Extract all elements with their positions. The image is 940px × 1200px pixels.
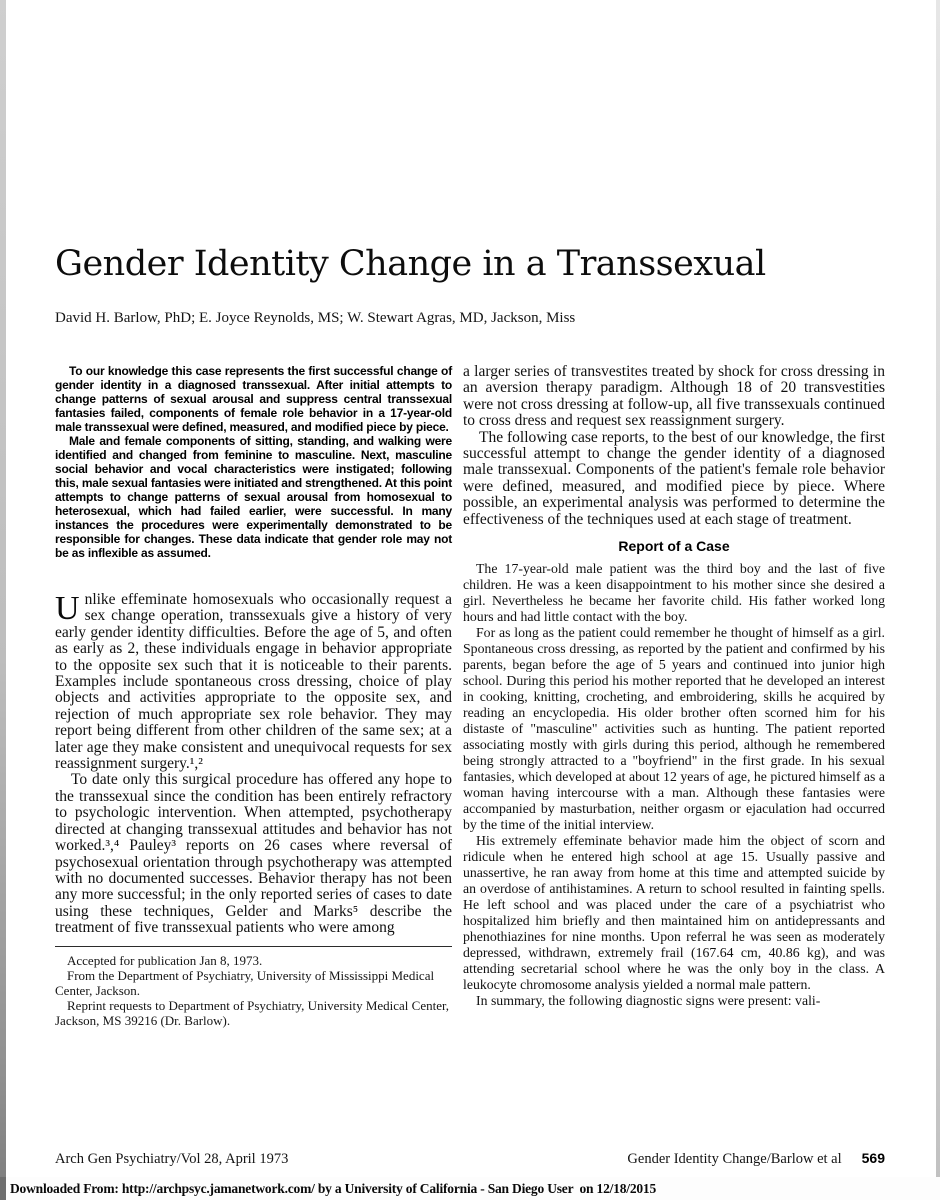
intro-paragraph-1-text: nlike effeminate homosexuals who occasionally request a sex change operation, transsexuals give a history of very early gender identity difficulties. Before the age of 5, and often as early as 2, these individuals engage in behavior appropriate to the opposite sex such that it is noticeable to their parents. Examples include spontaneous cross dressing, choice of play objects and activities appropriate to the opposite sex, and rejection of much appropriate sex role behavior. They may report being different from other children of the same sex; at a later age they make consistent and unequivocal requests for sex reassignment surgery.¹,² — [55, 591, 452, 773]
scan-corner-mark — [0, 1177, 6, 1200]
case-paragraph-4: In summary, the following diagnostic signs were present: vali- — [476, 993, 821, 1009]
article-header — [55, 244, 885, 327]
intro-paragraph-3: The following case reports, to the best of our knowledge, the first successful attempt to change the gender identity of a diagnosed male transsexual. Components of the patient's female role behavior were defined, measured, and modified piece by piece. Where possible, an experimental analysis was performed to determine the effectiveness of the techniques used at each stage of treatment. — [463, 428, 885, 528]
download-banner — [0, 1177, 940, 1200]
page-footer — [55, 1150, 885, 1168]
article-byline: David H. Barlow, PhD; E. Joyce Reynolds, MS; W. Stewart Agras, MD, Jackson, Miss — [55, 310, 576, 326]
case-paragraph-1: The 17-year-old male patient was the third boy and the last of five children. He was a keen disappointment to his mother since she desired a girl. Nevertheless he became her favorite child. His father worked long hours and had little contact with the boy. — [463, 561, 885, 625]
scan-edge-right — [936, 0, 940, 1200]
download-banner-text: Downloaded From: http://archpsyc.jamanetwork.com/ by a University of California - San Diego User on 12/18/2015 — [10, 1180, 657, 1196]
footnote-accepted: Accepted for publication Jan 8, 1973. — [67, 952, 263, 968]
drop-cap: U — [55, 590, 80, 627]
footnote-affiliation: From the Department of Psychiatry, University of Mississippi Medical Center, Jackson. — [55, 967, 435, 998]
abstract — [55, 364, 452, 560]
scan-edge-left — [0, 0, 6, 1200]
intro-paragraph-2: To date only this surgical procedure has offered any hope to the transsexual since the condition has been entirely refractory to psychologic intervention. When attempted, psychotherapy directed at changing transsexual attitudes and behavior has not worked.³,⁴ Pauley³ reports on 26 cases where reversal of psychosexual orientation through psychotherapy was attempted with no documented successes. Behavior therapy has not been any more successful; in the only reported series of cases to date using these techniques, Gelder and Marks⁵ describe the treatment of five transsexual patients who were among — [55, 771, 452, 937]
case-paragraph-2: For as long as the patient could remember he thought of himself as a girl. Spontaneous cross dressing, as reported by the patient and confirmed by his parents, began before the age of 5 years and continued into junior high school. During this period his mother reported that he developed an interest in cooking, knitting, crocheting, and embroidering, skills he acquired by reading an encyclopedia. His older brother often scorned him for his distaste of "masculine" activities such as hunting. The patient reported associating mostly with girls during this period, although he remembered being strongly attracted to a "boyfriend" in the first grade. In his sexual fantasies, which developed at about 12 years of age, he pictured himself as a woman having intercourse with a man. Although these fantasies were accompanied by masturbation, neither orgasm or ejaculation had occurred by the time of the initial interview. — [463, 625, 885, 833]
journal-citation: Arch Gen Psychiatry/Vol 28, April 1973 — [55, 1151, 289, 1167]
case-report-text — [463, 561, 885, 1009]
abstract-paragraph-2: Male and female components of sitting, standing, and walking were identified and changed from feminine to masculine. Next, masculine social behavior and vocal characteristics were instigated; following this, male sexual fantasies were initiated and strengthened. At this point attempts to change patterns of sexual arousal from homosexual to heterosexual, which had failed earlier, were successful. In many instances the procedures were experimentally demonstrated to be responsible for changes. These data indicate that gender role may not be as inflexible as assumed. — [55, 434, 452, 560]
introduction-text — [55, 592, 452, 937]
section-heading-report-of-a-case: Report of a Case — [618, 538, 730, 555]
running-head-wrap — [627, 1150, 885, 1168]
footnote-reprints: Reprint requests to Department of Psychiatry, University Medical Center, Jackson, MS 39216 (Dr. Barlow). — [55, 997, 450, 1028]
running-head: Gender Identity Change/Barlow et al — [627, 1151, 842, 1167]
intro-paragraph-1 — [55, 592, 452, 772]
page-number: 569 — [861, 1150, 885, 1166]
footnotes-block — [55, 946, 452, 1028]
article-title: Gender Identity Change in a Transsexual — [55, 244, 766, 284]
two-column-body — [55, 364, 885, 1028]
abstract-paragraph-1: To our knowledge this case represents the first successful change of gender identity in a diagnosed transsexual. After initial attempts to change patterns of sexual arousal and suppress central transsexual fantasies failed, components of female role behavior in a 17-year-old male transsexual were defined, measured, and modified piece by piece. — [55, 364, 452, 434]
intro-continuation-paragraph: a larger series of transvestites treated by shock for cross dressing in an aversion therapy paradigm. Although 18 of 20 transvestities were not cross dressing at follow-up, all five transsexuals continued to cross dress and request sex reassignment surgery. — [463, 363, 885, 430]
left-column — [55, 364, 452, 1028]
case-paragraph-3: His extremely effeminate behavior made him the object of scorn and ridicule when he entered high school at age 15. Usually passive and unassertive, he ran away from home at this time and attempted suicide by an overdose of antihistamines. A return to school resulted in fainting spells. He left school and was placed under the care of a psychiatrist who hospitalized him briefly and then maintained him on antidepressants and phenothiazines for nine months. Upon referral he was seen as moderately depressed, withdrawn, extremely frail (167.64 cm, 40.86 kg), and was attending secretarial school where he was the only boy in the class. A leukocyte chromosome analysis yielded a normal male pattern. — [463, 833, 885, 993]
right-column — [463, 364, 885, 1028]
